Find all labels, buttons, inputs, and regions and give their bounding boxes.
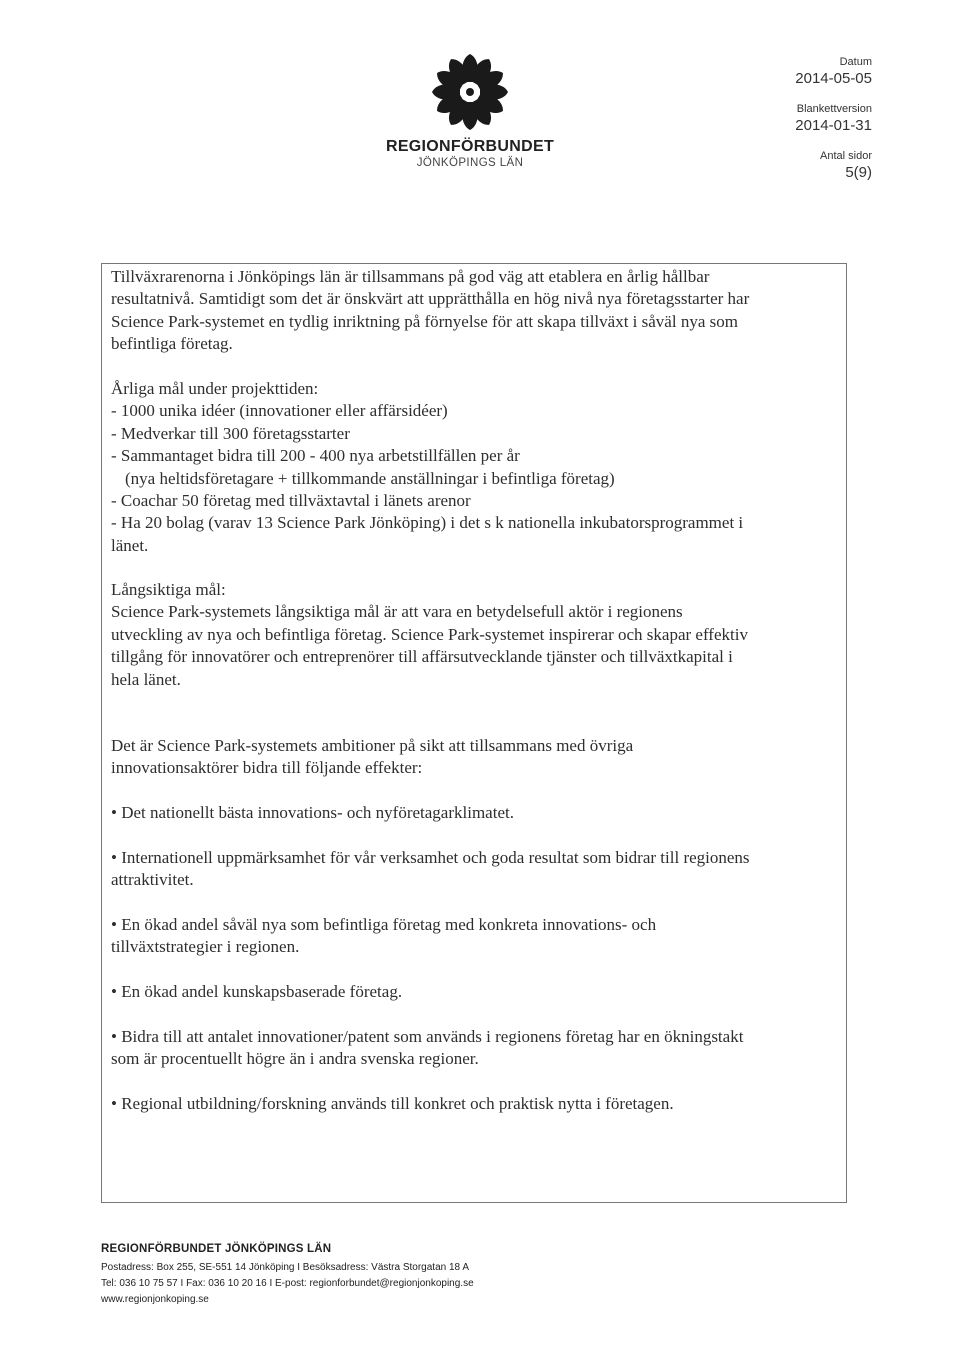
footer-postal: Postadress: Box 255, SE-551 14 Jönköping I Besöksadress: Västra Storgatan 18 A — [101, 1262, 469, 1273]
effect-bullet-line: tillväxtstrategier i regionen. — [111, 937, 300, 957]
longterm-goals — [111, 579, 840, 691]
effect-bullet — [111, 1093, 840, 1115]
annual-goal-item: länet. — [111, 535, 149, 555]
annual-goal-item: (nya heltidsföretagare + tillkommande anställningar i befintliga företag) — [125, 468, 615, 488]
annual-goal-item: - Ha 20 bolag (varav 13 Science Park Jönköping) i det s k nationella inkubatorsprogrammet i — [111, 513, 744, 533]
annual-goals — [111, 378, 840, 557]
org-subtitle: JÖNKÖPINGS LÄN — [416, 157, 524, 169]
longterm-heading: Långsiktiga mål: — [111, 580, 226, 599]
ambition-line: Det är Science Park-systemets ambitioner på sikt att tillsammans med övriga — [111, 736, 634, 755]
effect-bullet — [111, 1026, 840, 1071]
effect-bullet-line: som är procentuellt högre än i andra svenska regioner. — [111, 1049, 479, 1069]
annual-goal-item: - 1000 unika idéer (innovationer eller affärsidéer) — [111, 401, 448, 421]
longterm-line: Science Park-systemets långsiktiga mål är att vara en betydelsefull aktör i regionens — [111, 602, 683, 622]
intro-paragraph — [111, 266, 840, 356]
annual-goals-heading: Årliga mål under projekttiden: — [111, 379, 319, 398]
effect-bullet-line: • Det nationellt bästa innovations- och nyföretagarklimatet. — [111, 803, 514, 822]
footer-website: www.regionjonkoping.se — [101, 1294, 209, 1305]
footer — [101, 1243, 474, 1308]
version-label: Blankettversion — [796, 103, 872, 115]
intro-line: befintliga företag. — [111, 334, 233, 354]
longterm-line: utveckling av nya och befintliga företag. Science Park-systemet inspirerar och skapar effektiv — [111, 624, 748, 644]
flower-logo-icon — [430, 52, 510, 132]
annual-goal-item: - Medverkar till 300 företagsstarter — [111, 423, 350, 443]
ambition-paragraph — [111, 735, 840, 780]
pages-label: Antal sidor — [820, 150, 872, 162]
intro-line: Science Park-systemet en tydlig inriktning på förnyelse för att skapa tillväxt i såväl nya som — [111, 311, 738, 331]
effect-bullet-line: • Regional utbildning/forskning används till konkret och praktisk nytta i företagen. — [111, 1094, 674, 1113]
effect-bullet — [111, 847, 840, 892]
datum-value: 2014-05-05 — [795, 70, 872, 87]
org-name: REGIONFÖRBUNDET — [385, 138, 555, 155]
version-value: 2014-01-31 — [795, 117, 872, 134]
annual-goal-item: - Sammantaget bidra till 200 - 400 nya arbetstillfällen per år — [111, 446, 520, 466]
effect-bullet-line: • Internationell uppmärksamhet för vår verksamhet och goda resultat som bidrar till regionens — [111, 848, 750, 867]
footer-contact: Tel: 036 10 75 57 I Fax: 036 10 20 16 I E-post: regionforbundet@regionjonkoping.se — [101, 1278, 474, 1289]
pages-value: 5(9) — [845, 164, 872, 181]
annual-goal-item: - Coachar 50 företag med tillväxtavtal i länets arenor — [111, 491, 471, 511]
intro-line: resultatnivå. Samtidigt som det är önskvärt att upprätthålla en hög nivå nya företagsstarter har — [111, 289, 750, 309]
longterm-line: hela länet. — [111, 669, 181, 689]
longterm-line: tillgång för innovatörer och entreprenörer till affärsutvecklande tjänster och tillväxtkapital i — [111, 647, 733, 667]
effect-bullet-line: • En ökad andel såväl nya som befintliga företag med konkreta innovations- och — [111, 915, 657, 934]
ambition-line: innovationsaktörer bidra till följande effekter: — [111, 758, 423, 778]
footer-title: REGIONFÖRBUNDET JÖNKÖPINGS LÄN — [101, 1243, 332, 1255]
effect-bullet-line: • En ökad andel kunskapsbaserade företag. — [111, 982, 403, 1001]
effect-bullet — [111, 981, 840, 1003]
effect-bullet — [111, 914, 840, 959]
effect-bullet-line: attraktivitet. — [111, 870, 194, 890]
org-logo — [380, 52, 560, 169]
effect-bullet — [111, 802, 840, 824]
datum-label: Datum — [839, 56, 872, 68]
intro-line: Tillväxrarenorna i Jönköpings län är tillsammans på god väg att etablera en årlig hållbar — [111, 267, 710, 286]
document-meta — [795, 56, 872, 197]
content-box — [101, 263, 847, 1203]
effect-bullet-line: • Bidra till att antalet innovationer/patent som används i regionens företag har en ökningstakt — [111, 1027, 744, 1046]
